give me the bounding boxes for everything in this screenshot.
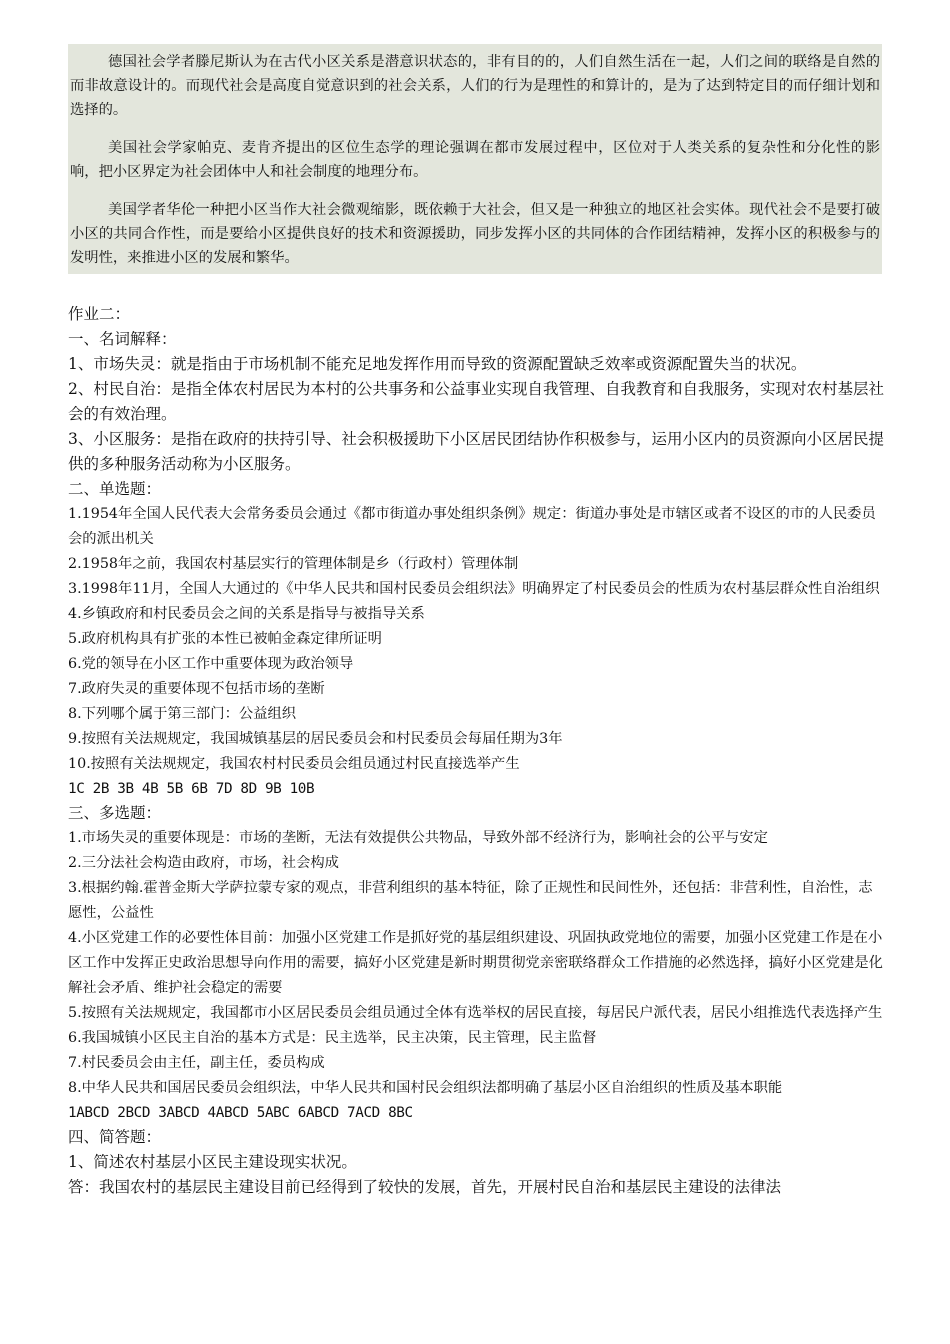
quote-paragraph-2: 美国社会学家帕克、麦肯齐提出的区位生态学的理论强调在都市发展过程中，区位对于人类关系的复杂性和分化性的影响，把小区界定为社会团体中人和社会制度的地理分布。 [70, 140, 880, 180]
multi-choice-item: 3.根据约翰.霍普金斯大学萨拉蒙专家的观点，非营利组织的基本特征，除了正规性和民间性外，还包括：非营利性，自治性，志愿性，公益性 [68, 880, 873, 921]
term-item: 2、村民自治：是指全体农村居民为本村的公共事务和公益事业实现自我管理、自我教育和自我服务，实现对农村基层社会的有效治理。 [68, 380, 884, 423]
single-choice-item: 10.按照有关法规规定，我国农村村民委员会组员通过村民直接选举产生 [68, 756, 520, 772]
quote-paragraph-3: 美国学者华伦一种把小区当作大社会微观缩影，既依赖于大社会，但又是一种独立的地区社会实体。现代社会不是要打破小区的共同合作性，而是要给小区提供良好的技术和资源援助，同步发挥小区的共同体的合作团结精神，发挥小区的积极参与的发明性，来推进小区的发展和繁华。 [70, 202, 880, 266]
single-choice-item: 2.1958年之前，我国农村基层实行的管理体制是乡（行政村）管理体制 [68, 556, 519, 572]
multi-choice-item: 7.村民委员会由主任，副主任，委员构成 [68, 1055, 325, 1071]
single-choice-item: 8.下列哪个属于第三部门：公益组织 [68, 706, 297, 722]
section-heading-multi-choice: 三、多选题： [68, 804, 162, 822]
document-body [68, 302, 884, 1200]
single-choice-item: 9.按照有关法规规定，我国城镇基层的居民委员会和村民委员会每届任期为3年 [68, 731, 563, 747]
section-heading-single-choice: 二、单选题： [68, 480, 162, 498]
multi-choice-item: 2.三分法社会构造由政府，市场，社会构成 [68, 855, 339, 871]
section-heading-terms: 一、名词解释： [68, 330, 177, 348]
multi-choice-item: 6.我国城镇小区民主自治的基本方式是：民主选举，民主决策，民主管理，民主监督 [68, 1030, 597, 1046]
short-answer-question: 1、简述农村基层小区民主建设现实状况。 [68, 1153, 357, 1171]
assignment-title: 作业二： [68, 305, 131, 323]
multi-choice-item: 4.小区党建工作的必要性体目前：加强小区党建工作是抓好党的基层组织建设、巩固执政党地位的需要，加强小区党建工作是在小区工作中发挥正史政治思想导向作用的需要，搞好小区党建是新时期贯彻党亲密联络群众工作措施的必然选择，搞好小区党建是化解社会矛盾、维护社会稳定的需要 [68, 930, 883, 996]
multi-choice-item: 5.按照有关法规规定，我国都市小区居民委员会组员通过全体有选举权的居民直接，每居民户派代表，居民小组推选代表选择产生 [68, 1005, 883, 1021]
multi-choice-item: 8.中华人民共和国居民委员会组织法，中华人民共和国村民会组织法都明确了基层小区自治组织的性质及基本职能 [68, 1080, 783, 1096]
short-answer-text: 答：我国农村的基层民主建设目前已经得到了较快的发展，首先，开展村民自治和基层民主建设的法律法 [68, 1178, 782, 1196]
single-choice-answers: 1C 2B 3B 4B 5B 6B 7D 8D 9B 10B [68, 781, 315, 797]
section-heading-short-answer: 四、简答题： [68, 1128, 162, 1146]
multi-choice-answers: 1ABCD 2BCD 3ABCD 4ABCD 5ABC 6ABCD 7ACD 8BC [68, 1105, 413, 1121]
single-choice-item: 3.1998年11月，全国人大通过的《中华人民共和国村民委员会组织法》明确界定了村民委员会的性质为农村基层群众性自治组织 [68, 581, 880, 597]
single-choice-item: 4.乡镇政府和村民委员会之间的关系是指导与被指导关系 [68, 606, 425, 622]
single-choice-item: 5.政府机构具有扩张的本性已被帕金森定律所证明 [68, 631, 382, 647]
single-choice-item: 1.1954年全国人民代表大会常务委员会通过《都市街道办事处组织条例》规定：街道办事处是市辖区或者不设区的市的人民委员会的派出机关 [68, 506, 876, 547]
term-item: 1、市场失灵：就是指由于市场机制不能充足地发挥作用而导致的资源配置缺乏效率或资源配置失当的状况。 [68, 355, 807, 373]
multi-choice-item: 1.市场失灵的重要体现是：市场的垄断，无法有效提供公共物品，导致外部不经济行为，影响社会的公平与安定 [68, 830, 768, 846]
term-item: 3、小区服务：是指在政府的扶持引导、社会积极援助下小区居民团结协作积极参与，运用小区内的员资源向小区居民提供的多种服务活动称为小区服务。 [68, 430, 884, 473]
single-choice-item: 7.政府失灵的重要体现不包括市场的垄断 [68, 681, 325, 697]
single-choice-item: 6.党的领导在小区工作中重要体现为政治领导 [68, 656, 354, 672]
quote-box [68, 44, 882, 274]
quote-paragraph-1: 德国社会学者滕尼斯认为在古代小区关系是潜意识状态的，非有目的的，人们自然生活在一起，人们之间的联络是自然的而非故意设计的。而现代社会是高度自觉意识到的社会关系，人们的行为是理性的和算计的，是为了达到特定目的而仔细计划和选择的。 [70, 54, 880, 118]
